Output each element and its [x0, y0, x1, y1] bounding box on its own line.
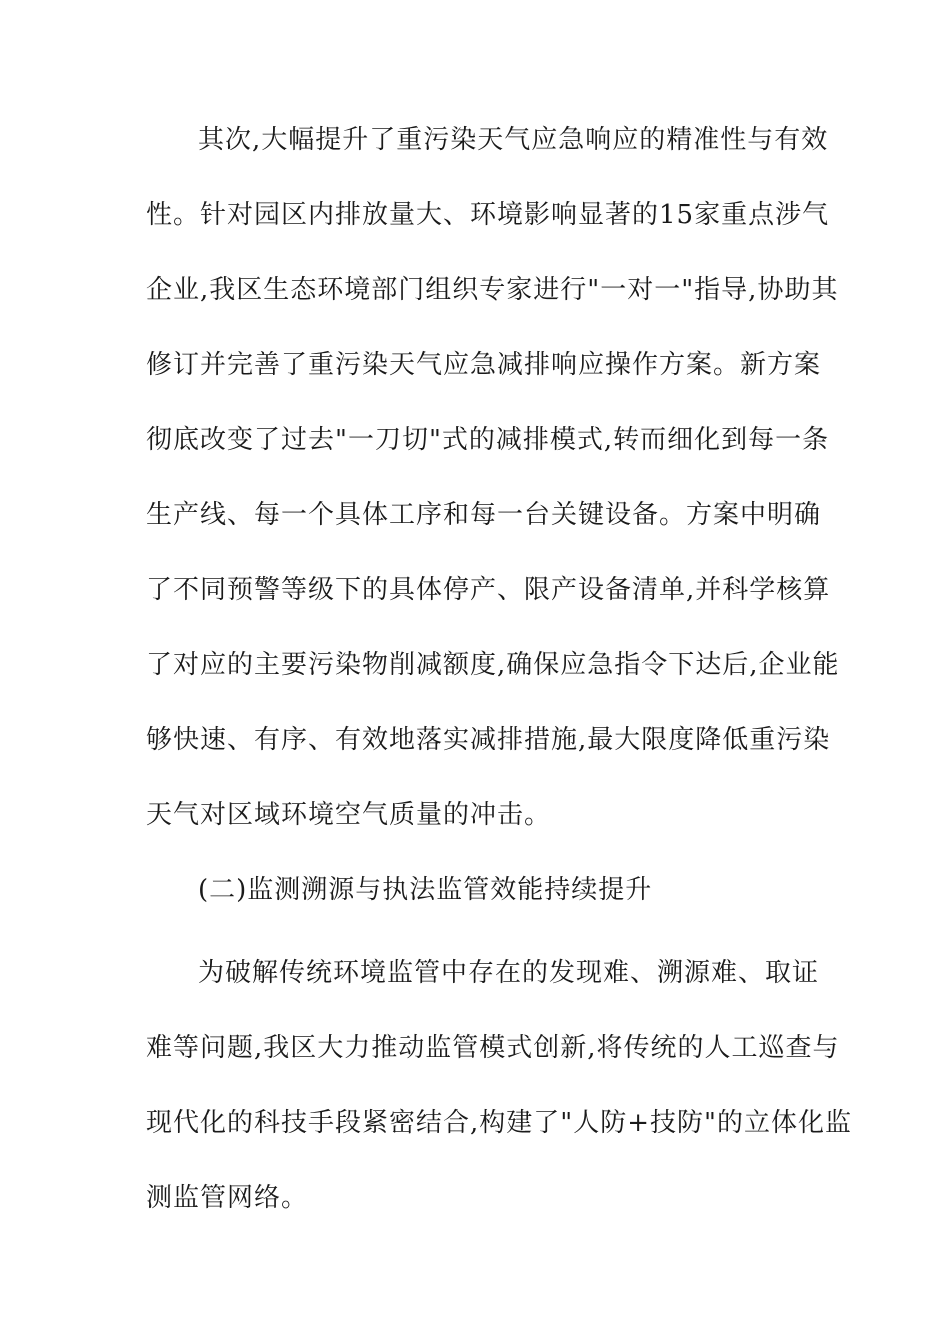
- paragraph-1-line-2: 性。针对园区内排放量大、环境影响显著的15家重点涉气: [146, 200, 830, 230]
- paragraph-2-line-4: 测监管网络。: [146, 1183, 309, 1213]
- paragraph-2-line-2: 难等问题,我区大力推动监管模式创新,将传统的人工巡查与: [146, 1033, 840, 1063]
- paragraph-1-line-9: 够快速、有序、有效地落实减排措施,最大限度降低重污染: [146, 725, 831, 755]
- paragraph-1-line-5: 彻底改变了过去"一刀切"式的减排模式,转而细化到每一条: [146, 425, 830, 455]
- paragraph-1-line-3: 企业,我区生态环境部门组织专家进行"一对一"指导,协助其: [146, 275, 839, 305]
- paragraph-1-line-7: 了不同预警等级下的具体停产、限产设备清单,并科学核算: [146, 575, 831, 605]
- paragraph-1-line-10: 天气对区域环境空气质量的冲击。: [146, 800, 552, 830]
- paragraph-1-line-8: 了对应的主要污染物削减额度,确保应急指令下达后,企业能: [146, 650, 840, 680]
- paragraph-1-line-6: 生产线、每一个具体工序和每一台关键设备。方案中明确: [146, 500, 822, 530]
- paragraph-2-line-1: 为破解传统环境监管中存在的发现难、溯源难、取证: [198, 958, 820, 988]
- section-heading: (二)监测溯源与执法监管效能持续提升: [198, 875, 653, 905]
- paragraph-1-line-1: 其次,大幅提升了重污染天气应急响应的精准性与有效: [198, 125, 829, 155]
- paragraph-2-line-3: 现代化的科技手段紧密结合,构建了"人防+技防"的立体化监: [146, 1108, 852, 1138]
- paragraph-1-line-4: 修订并完善了重污染天气应急减排响应操作方案。新方案: [146, 350, 822, 380]
